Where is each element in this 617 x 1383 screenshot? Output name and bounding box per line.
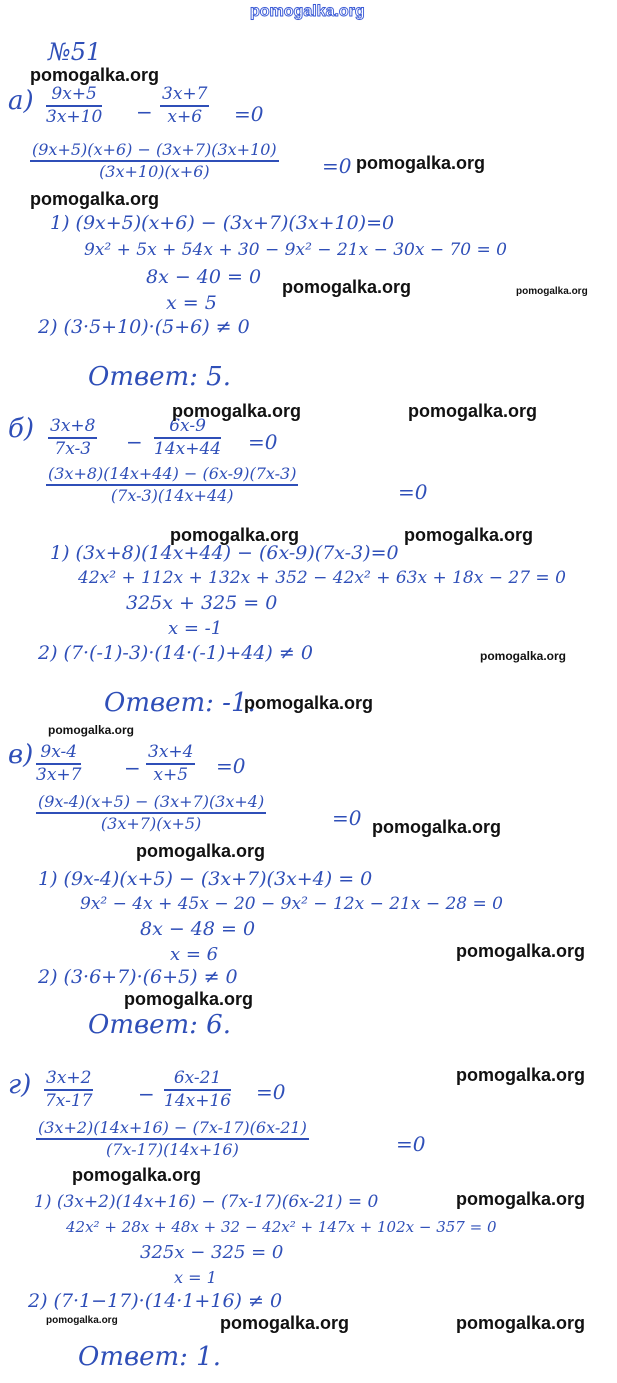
step-1-simplified: 8x − 48 = 0 xyxy=(140,918,256,940)
step-1-root: x = -1 xyxy=(168,618,223,639)
answer: Ответ: 1. xyxy=(78,1342,221,1372)
step-2: 2) (3·6+7)·(6+5) ≠ 0 xyxy=(38,966,238,988)
equals-zero: =0 xyxy=(216,754,246,778)
numerator: (9x+5)(x+6) − (3x+7)(3x+10) xyxy=(30,142,279,162)
step-1-simplified: 8x − 40 = 0 xyxy=(146,266,262,288)
section-label: а) xyxy=(8,86,34,116)
watermark-small: pomogalka.org xyxy=(480,649,567,663)
step-1-expansion: 9x² − 4x + 45x − 20 − 9x² − 12x − 21x − 28 = 0 xyxy=(80,894,503,914)
section-label: г) xyxy=(8,1070,32,1100)
section-label: в) xyxy=(8,740,34,770)
watermark: pomogalka.org xyxy=(456,941,586,961)
denominator: 7x-3 xyxy=(54,439,92,459)
answer: Ответ: -1. xyxy=(104,688,256,718)
step-1-root: x = 6 xyxy=(170,944,219,965)
watermark: pomogalka.org xyxy=(372,817,502,837)
step-1-expansion: 9x² + 5x + 54x + 30 − 9x² − 21x − 30x − 70 = 0 xyxy=(84,240,507,260)
answer: Ответ: 5. xyxy=(88,362,231,392)
numerator: 6x-9 xyxy=(154,418,221,439)
step-1-root: x = 5 xyxy=(166,292,217,314)
step-1-expansion: 42x² + 28x + 48x + 32 − 42x² + 147x + 102x − 357 = 0 xyxy=(66,1218,497,1236)
equals-zero: =0 xyxy=(396,1132,426,1156)
numerator: 9x+5 xyxy=(46,86,102,107)
watermark-small: pomogalka.org xyxy=(48,723,135,737)
equals-zero: =0 xyxy=(332,806,362,830)
denominator: (3x+10)(x+6) xyxy=(99,162,210,181)
denominator: (3x+7)(x+5) xyxy=(100,814,202,833)
watermark: pomogalka.org xyxy=(136,841,266,861)
denominator: 14x+16 xyxy=(164,1091,232,1111)
combined-fraction xyxy=(36,794,266,832)
numerator: 9x-4 xyxy=(36,744,81,765)
section-label: б) xyxy=(8,414,35,444)
numerator: 3x+8 xyxy=(48,418,97,439)
minus-sign: − xyxy=(136,100,153,124)
numerator: 6x-21 xyxy=(164,1070,231,1091)
watermark: pomogalka.org xyxy=(456,1065,586,1085)
numerator: 3x+2 xyxy=(44,1070,93,1091)
problem-number: №51 xyxy=(48,38,102,66)
watermark: pomogalka.org xyxy=(456,1189,586,1209)
fraction-right xyxy=(160,86,209,126)
fraction-right xyxy=(154,418,221,458)
combined-fraction xyxy=(30,142,279,180)
denominator: (7x-17)(14x+16) xyxy=(106,1140,239,1159)
step-1: 1) (3x+2)(14x+16) − (7x-17)(6x-21) = 0 xyxy=(34,1192,379,1212)
step-2: 2) (7·(-1)-3)·(14·(-1)+44) ≠ 0 xyxy=(38,642,313,664)
denominator: x+5 xyxy=(153,765,189,785)
denominator: x+6 xyxy=(167,107,203,127)
watermark: pomogalka.org xyxy=(404,525,534,545)
watermark-small: pomogalka.org xyxy=(46,1315,118,1326)
watermark: pomogalka.org xyxy=(456,1313,586,1333)
watermark: pomogalka.org xyxy=(30,189,160,209)
step-1-simplified: 325x − 325 = 0 xyxy=(140,1242,284,1263)
fraction-left xyxy=(46,86,102,126)
watermark: pomogalka.org xyxy=(170,525,300,545)
minus-sign: − xyxy=(124,756,141,780)
watermark: pomogalka.org xyxy=(220,1313,350,1333)
step-1-root: x = 1 xyxy=(174,1268,217,1287)
step-2: 2) (3·5+10)·(5+6) ≠ 0 xyxy=(38,316,250,338)
fraction-left xyxy=(48,418,97,458)
step-1: 1) (9x-4)(x+5) − (3x+7)(3x+4) = 0 xyxy=(38,868,373,890)
step-2: 2) (7·1−17)·(14·1+16) ≠ 0 xyxy=(28,1290,283,1312)
fraction-right xyxy=(164,1070,231,1110)
equals-zero: =0 xyxy=(322,154,352,178)
denominator: 14x+44 xyxy=(154,439,222,459)
watermark: pomogalka.org xyxy=(356,153,486,173)
denominator: (7x-3)(14x+44) xyxy=(110,486,234,505)
combined-fraction xyxy=(36,1120,309,1158)
denominator: 7x-17 xyxy=(44,1091,93,1111)
minus-sign: − xyxy=(138,1082,155,1106)
numerator: (3x+8)(14x+44) − (6x-9)(7x-3) xyxy=(46,466,298,486)
fraction-left xyxy=(36,744,81,784)
equals-zero: =0 xyxy=(398,480,428,504)
equals-zero: =0 xyxy=(248,430,278,454)
denominator: 3x+10 xyxy=(46,107,103,127)
minus-sign: − xyxy=(126,430,143,454)
step-1-simplified: 325x + 325 = 0 xyxy=(126,592,278,614)
watermark-top: pomogalka.org xyxy=(250,3,365,20)
watermark: pomogalka.org xyxy=(282,277,412,297)
watermark: pomogalka.org xyxy=(72,1165,202,1185)
watermark-small: pomogalka.org xyxy=(516,286,588,297)
watermark: pomogalka.org xyxy=(408,401,538,421)
combined-fraction xyxy=(46,466,298,504)
watermark: pomogalka.org xyxy=(172,401,302,421)
equals-zero: =0 xyxy=(234,102,264,126)
numerator: (3x+2)(14x+16) − (7x-17)(6x-21) xyxy=(36,1120,309,1140)
fraction-right xyxy=(146,744,195,784)
numerator: 3x+7 xyxy=(160,86,209,107)
numerator: 3x+4 xyxy=(146,744,195,765)
denominator: 3x+7 xyxy=(36,765,82,785)
step-1-expansion: 42x² + 112x + 132x + 352 − 42x² + 63x + 18x − 27 = 0 xyxy=(78,568,566,588)
numerator: (9x-4)(x+5) − (3x+7)(3x+4) xyxy=(36,794,266,814)
watermark: pomogalka.org xyxy=(244,693,374,713)
step-1: 1) (3x+8)(14x+44) − (6x-9)(7x-3)=0 xyxy=(50,542,399,564)
watermark: pomogalka.org xyxy=(124,989,254,1009)
fraction-left xyxy=(44,1070,93,1110)
step-1: 1) (9x+5)(x+6) − (3x+7)(3x+10)=0 xyxy=(50,212,395,234)
watermark: pomogalka.org xyxy=(30,65,160,85)
answer: Ответ: 6. xyxy=(88,1010,231,1040)
equals-zero: =0 xyxy=(256,1080,286,1104)
